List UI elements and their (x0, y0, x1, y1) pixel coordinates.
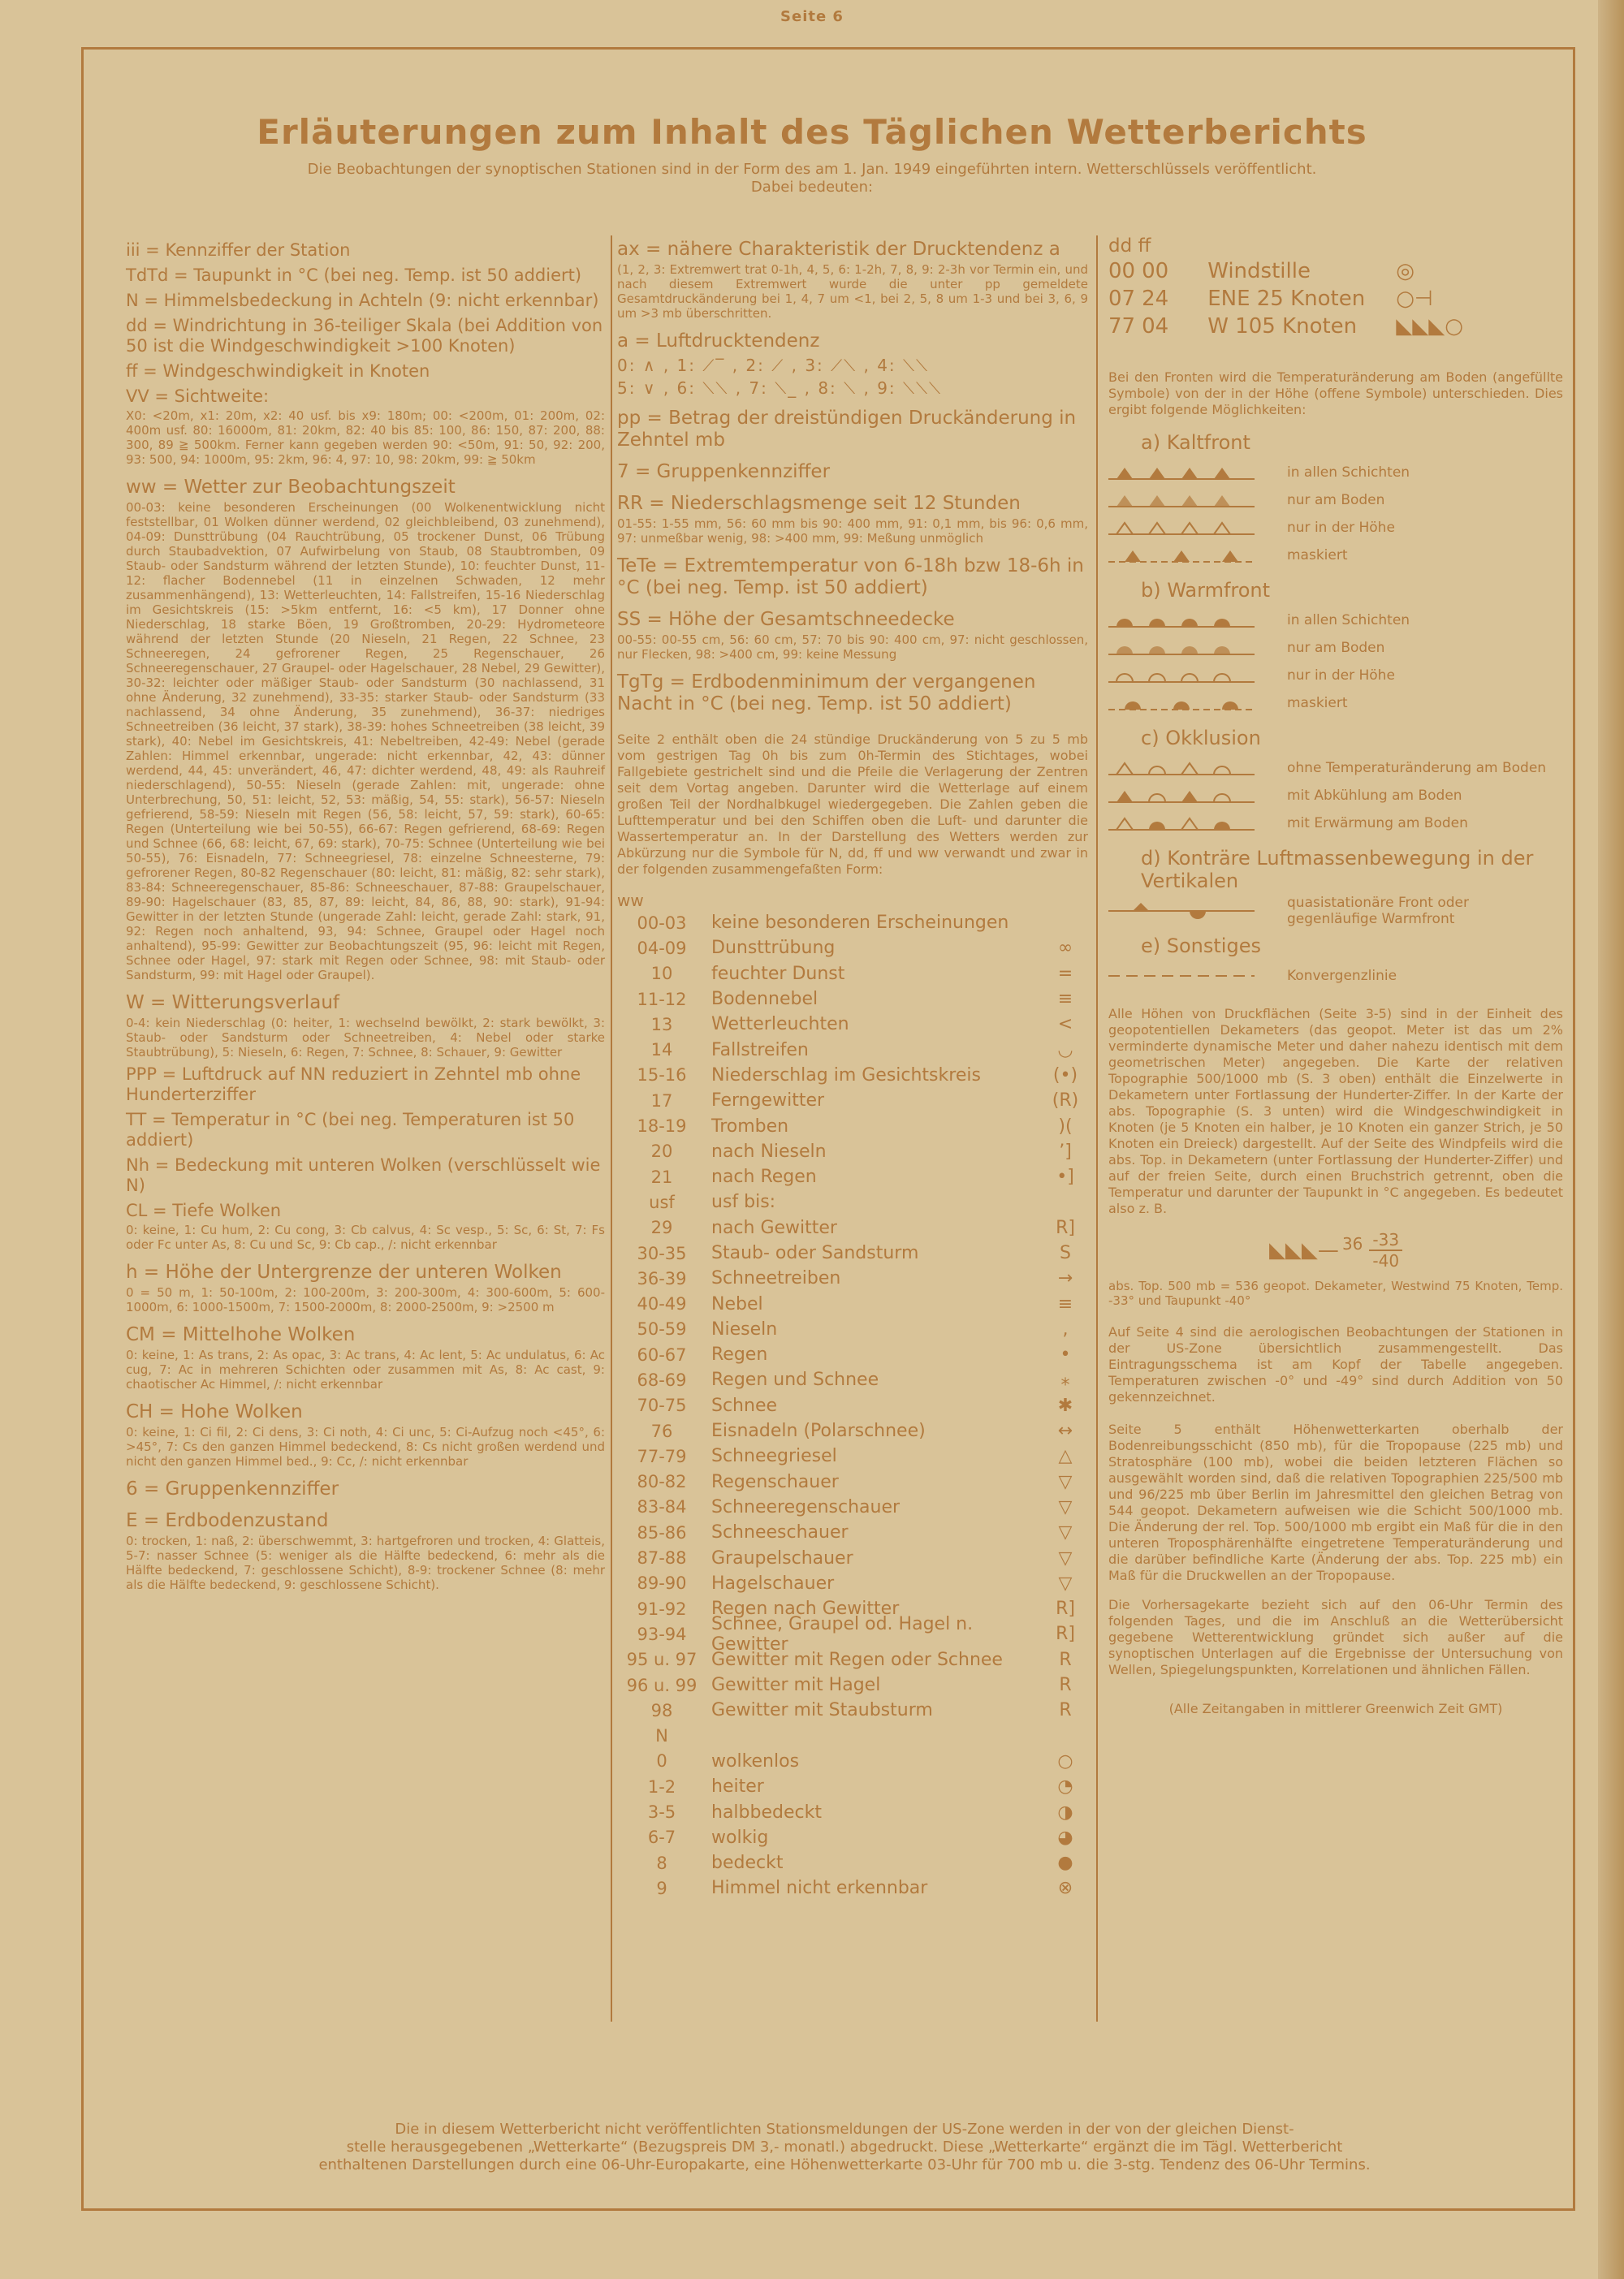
ddff-dd: 77 (1108, 314, 1136, 339)
ww-code: 8 (656, 1853, 667, 1873)
front-row (1108, 754, 1563, 782)
ww-row (617, 1113, 1088, 1138)
ww-code: 80-82 (637, 1472, 687, 1492)
ddff-ff: 04 (1142, 314, 1169, 339)
key-vv: VV = Sichtweite: (126, 386, 270, 406)
cold-front-filled-icon (1108, 463, 1255, 482)
front-label: nur in der Höhe (1287, 667, 1395, 684)
ww-symbol-icon: △ (1058, 1446, 1073, 1467)
seite5-text: Seite 5 enthält Höhenwetterkarten oberhalb der Bodenreibungsschicht (850 mb), für die Tropopause (225 mb) und Stratosphäre (100 mb), wobei die beiden letzteren Flächen so ausgewählt worden sind, daß die relativen Topographien 225/500 mb und 96/225 mb über Berlin im Jahresmittel den gleichen Betrag von 544 geopot. Dekametern aufweisen wie die Schicht 500/1000 mb. Die Änderung der rel. Top. 500/1000 mb ergibt ein Maß für die in den unteren Troposphärenhälfte eingetretene Temperaturänderung und die darüber befindliche Karte (Änderung der abs. Top. 225 mb) ein Maß für die Druckwellen an der Tropopause. (1108, 1422, 1563, 1583)
kaltfront-title: a) Kaltfront (1141, 431, 1250, 454)
front-label: mit Erwärmung am Boden (1287, 815, 1468, 831)
ddff-head: dd ff (1108, 235, 1151, 257)
ww-code: 87-88 (637, 1548, 687, 1569)
front-label: Konvergenzlinie (1287, 968, 1397, 984)
ww-symbol-icon: ↔ (1057, 1421, 1073, 1442)
page-gutter (1598, 0, 1624, 2279)
front-row (1108, 809, 1563, 837)
ww-label: Staub- oder Sandsturm (711, 1243, 919, 1263)
footer-note (268, 2121, 1421, 2174)
a-symbols-row-2: 5: ∨ , 6: ⟍⟍ , 7: ⟍_ , 8: ⟍ , 9: ⟍⟍⟍ (617, 378, 943, 398)
ww-code: 14 (650, 1040, 673, 1060)
W-title: W = Witterungsverlauf (126, 992, 340, 1013)
front-row (1108, 897, 1563, 925)
ww-label: Tromben (711, 1116, 789, 1137)
front-row (1108, 486, 1563, 514)
ww-symbol-icon: ▽ (1058, 1547, 1073, 1569)
key-nh: Nh = Bedeckung mit unteren Wolken (verschlüsselt wie N) (126, 1155, 601, 1195)
ww-row (617, 1215, 1088, 1241)
footer-line-1: Die in diesem Wetterbericht nicht veröffentlichten Stationsmeldungen der US-Zone werden in der von der gleichen Dienst- (395, 2121, 1294, 2138)
ww-symbol-icon: S (1060, 1243, 1071, 1263)
ww-row (617, 910, 1088, 935)
ww-label: Gewitter mit Staubsturm (711, 1700, 933, 1721)
ddff-table (1108, 257, 1470, 340)
pp-title: pp = Betrag der dreistündigen Druckänderung in Zehntel mb (617, 408, 1077, 451)
ww-row (617, 1825, 1088, 1850)
wind-pennant-icon: ◣◣◣— (1268, 1238, 1339, 1263)
ww-symbol-icon: ’] (1059, 1141, 1072, 1162)
front-label: nur am Boden (1287, 492, 1385, 508)
front-row (1108, 662, 1563, 689)
ww-label: Schneeregenschauer (711, 1496, 901, 1517)
example-temperature: -33 (1369, 1230, 1402, 1251)
subtitle-line-2: Dabei bedeuten: (750, 179, 874, 196)
page-title: Erläuterungen zum Inhalt des Täglichen Wetterberichts (257, 112, 1367, 152)
ww-label: bedeckt (711, 1853, 784, 1874)
ww-symbol-icon: )( (1058, 1116, 1073, 1137)
ww-row (617, 1673, 1088, 1698)
ww-label: Gewitter mit Hagel (711, 1675, 881, 1696)
ww-row (617, 1875, 1088, 1901)
ww-label: nach Nieseln (711, 1141, 827, 1162)
ww-symbol-icon: (R) (1052, 1090, 1079, 1111)
ww-code: 98 (650, 1700, 673, 1720)
warm-front-filled-icon (1108, 611, 1255, 630)
front-label: quasistationäre Front oder gegenläufige Warmfront (1287, 895, 1470, 927)
warm-front-open-icon (1108, 666, 1255, 685)
ww-title: ww = Wetter zur Beobachtungszeit (126, 477, 456, 498)
ww-code: usf (649, 1192, 675, 1212)
occlusion-cooling-icon (1108, 786, 1255, 805)
ww-label: Dunsttrübung (711, 938, 836, 959)
ww-symbol-icon: R (1059, 1649, 1072, 1670)
ww-code: 68-69 (637, 1370, 687, 1390)
front-label: in allen Schichten (1287, 464, 1410, 481)
ww-row (617, 1342, 1088, 1367)
ww-symbol-icon: ▽ (1058, 1471, 1073, 1492)
ww-label: Gewitter mit Regen oder Schnee (711, 1649, 1003, 1670)
occlusion-warming-icon (1108, 814, 1255, 833)
ww-label: Schneetreiben (711, 1268, 841, 1289)
W-text: 0-4: kein Niederschlag (0: heiter, 1: wechselnd bewölkt, 2: stark bewölkt, 3: Staub- oder Sandsturm oder Schneetreiben, 4: Nebel oder starke Staubtrübung), 5: Nieseln, 6: Regen, 7: Schnee, 8: Schauer, 9: Gewitter (126, 1016, 605, 1060)
a-symbols-row-1: 0: ∧ , 1: ⟋‾ , 2: ⟋ , 3: ⟋⟍ , 4: ⟍⟍ (617, 356, 930, 375)
ww-row (617, 1520, 1088, 1545)
ss-text: 00-55: 00-55 cm, 56: 60 cm, 57: 70 bis 90: 400 cm, 97: nicht geschlossen, nur Flecken, 98: >400 cm, 99: keine Messung (617, 632, 1088, 662)
ww-label: Regen (711, 1345, 768, 1366)
key-n: N = Himmelsbedeckung in Achteln (9: nicht erkennbar) (126, 291, 599, 310)
okklusion-title: c) Okklusion (1141, 727, 1261, 749)
ww-row (617, 1724, 1088, 1749)
seite4-text: Auf Seite 4 sind die aerologischen Beobachtungen der Stationen in der US-Zone übersichtlich zusammengestellt. Das Eintragungsschema ist am Kopf der Tabelle angegeben. Temperaturen zwischen -0° und -49° sind durch Addition von 50 gekennzeichnet. (1108, 1324, 1563, 1405)
ddff-ff: 00 (1142, 259, 1169, 283)
front-row (1108, 514, 1563, 542)
ww-code: 76 (650, 1421, 673, 1441)
ww-label: feuchter Dunst (711, 963, 845, 984)
ww-symbol-icon: ▽ (1058, 1573, 1073, 1594)
column-divider-right (1096, 235, 1098, 2022)
ww-code: 50-59 (637, 1319, 687, 1340)
ww-label: Schneegriesel (711, 1446, 837, 1467)
ww-symbol-icon: R] (1056, 1624, 1075, 1645)
ww-row (617, 1774, 1088, 1799)
ww-code: 70-75 (637, 1396, 687, 1416)
rr-title: RR = Niederschlagsmenge seit 12 Stunden (617, 493, 1021, 514)
ddff-desc: W 105 Knoten (1207, 314, 1358, 339)
ddff-dd: 00 (1108, 259, 1136, 283)
ww-code: 85-86 (637, 1522, 687, 1543)
front-label: mit Abkühlung am Boden (1287, 788, 1462, 804)
ww-symbol-icon: R] (1056, 1599, 1075, 1620)
ww-row (617, 1613, 1088, 1655)
warmfront-title: b) Warmfront (1141, 579, 1271, 602)
e-title: E = Erdbodenzustand (126, 1510, 329, 1531)
ww-symbol-icon: ∞ (1057, 938, 1073, 959)
e-text: 0: trocken, 1: naß, 2: überschwemmt, 3: hartgefroren und trocken, 4: Glatteis, 5-7: nasser Schnee (5: weniger als die Hälfte bedeckend, 6: mehr als die Hälfte bedeckend, 7: geschlossene Schicht), 8-9: trockener Schnee (8: mehr als die Hälfte bedeckend, 9: geschlossene Schicht). (126, 1534, 605, 1592)
kontraer-title: d) Konträre Luftmassenbewegung in der Vertikalen (1141, 847, 1534, 892)
cold-front-ground-icon (1108, 490, 1255, 510)
zeit-note: (Alle Zeitangaben in mittlerer Greenwich Zeit GMT) (1168, 1701, 1503, 1716)
sonstiges-title: e) Sonstiges (1141, 934, 1261, 957)
cold-front-open-icon (1108, 518, 1255, 537)
ww-symbol-icon: ▽ (1058, 1522, 1073, 1543)
ax-title: ax = nähere Charakteristik der Drucktendenz a (617, 239, 1060, 260)
vv-text: X0: <20m, x1: 20m, x2: 40 usf. bis x9: 180m; 00: <200m, 01: 200m, 02: 400m usf. 80: 16000m, 81: 20km, 82: 40 bis 85: 100, 86: 150, 87: 200, 88: 300, 89 ≧ 500km. Ferner kann gegeben werden 90: <50m, 91: 50, 92: 200, 93: 500, 94: 1000m, 95: 2km, 96: 4, 97: 10, 98: 20km, 99: ≧ 50km (126, 408, 605, 467)
ww-label: Niederschlag im Gesichtskreis (711, 1064, 981, 1086)
ww-symbol-icon: < (1057, 1014, 1073, 1035)
ww-label: Graupelschauer (711, 1547, 853, 1569)
ww-symbol-icon: ✱ (1057, 1395, 1073, 1416)
wind-example (1108, 1230, 1563, 1271)
occlusion-neutral-icon (1108, 758, 1255, 778)
ww-symbol-icon: = (1057, 963, 1073, 984)
front-row (1108, 689, 1563, 717)
ww-symbol-icon: ◕ (1057, 1827, 1073, 1848)
ww-row (617, 1063, 1088, 1088)
ww-code: 15-16 (637, 1065, 687, 1086)
ww-code: 00-03 (637, 913, 687, 933)
ww-label: halbbedeckt (711, 1802, 822, 1823)
ww-label: Schnee (711, 1395, 778, 1416)
cm-title: CM = Mittelhohe Wolken (126, 1324, 356, 1345)
ww-symbol-icon: ≡ (1057, 1293, 1073, 1314)
ww-row (617, 1698, 1088, 1723)
column-right (1108, 235, 1563, 1730)
convergence-line-icon (1108, 966, 1255, 986)
ww-label: Fallstreifen (711, 1039, 809, 1060)
ww-symbol-icon: (•) (1052, 1064, 1078, 1086)
ch-text: 0: keine, 1: Ci fil, 2: Ci dens, 3: Ci noth, 4: Ci unc, 5: Ci-Aufzug noch <45°, 6: >45°, 7: Cs den ganzen Himmel bedeckend, 8: Cs nicht großen werdend und nicht den ganzen Himmel bed., 9: Cc, /: nicht erkennbar (126, 1425, 605, 1469)
ww-code: 13 (650, 1014, 673, 1034)
subtitle-line-1: Die Beobachtungen der synoptischen Stationen sind in der Form des am 1. Jan. 1949 eingeführten intern. Wetterschlüssels veröffentlicht. (307, 161, 1317, 178)
ww-code: 0 (656, 1751, 667, 1772)
key-ppp: PPP = Luftdruck auf NN reduziert in Zehntel mb ohne Hunderterziffer (126, 1064, 581, 1104)
example-height: 36 (1341, 1234, 1363, 1254)
ww-symbol-icon: ⁎ (1060, 1370, 1070, 1391)
ww-row (617, 1647, 1088, 1673)
ddff-row (1108, 257, 1470, 285)
ww-code: 3-5 (647, 1802, 676, 1823)
example-caption: abs. Top. 500 mb = 536 geopot. Dekameter, Westwind 75 Knoten, Temp. -33° und Taupunkt -40° (1108, 1279, 1563, 1308)
key-ff: ff = Windgeschwindigkeit in Knoten (126, 361, 430, 381)
ww-code: N (655, 1726, 668, 1746)
ww-code: 18-19 (637, 1116, 687, 1137)
seven-title: 7 = Gruppenkennziffer (617, 461, 831, 482)
ww-label: usf bis: (711, 1192, 776, 1213)
ww-symbol-icon: → (1057, 1268, 1073, 1289)
warm-front-masked-icon (1108, 693, 1255, 713)
ww-symbol-icon: ⊗ (1057, 1878, 1073, 1899)
ww-row (617, 1495, 1088, 1520)
ww-code: 29 (650, 1218, 673, 1238)
ww-label: wolkenlos (711, 1750, 800, 1772)
ww-code: 95 u. 97 (626, 1650, 698, 1670)
ww-row (617, 1418, 1088, 1444)
ww-symbol-icon: ● (1057, 1853, 1073, 1874)
ww-row (617, 1012, 1088, 1037)
ww-symbol-icon: •] (1056, 1167, 1074, 1188)
ww-row (617, 961, 1088, 986)
example-dewpoint: -40 (1372, 1251, 1400, 1271)
hoehen-text: Alle Höhen von Druckflächen (Seite 3-5) sind in der Einheit des geopotentiellen Dekameters (das geopot. Meter ist das um 2% verminderte dynamische Meter und daher nahezu identisch mit dem geometrischen Meter) angegeben. Die Karte der relativen Topographie 500/1000 mb (S. 3 oben) enthält die Einzelwerte in Dekametern unter Fortlassung der Hunderter-Ziffer. In der Karte der abs. Topographie (S. 3 unten) wird die Windgeschwindigkeit in Knoten (je 5 Knoten ein halber, je 10 Knoten ein ganzer Strich, je 50 Knoten ein Dreieck) dargestellt. Auf der Seite des Windpfeils wird die abs. Top. in Dekametern (unter Fortlassung der Hunderter-Ziffer) und auf der freien Seite, durch einen Bruchstrich getrennt, oben die Temperatur und darunter der Taupunkt in °C angegeben. Es bedeutet also z. B. (1108, 1006, 1563, 1216)
ww-label: Hagelschauer (711, 1573, 835, 1594)
ww-row (617, 1241, 1088, 1266)
ww-code: 40-49 (637, 1294, 687, 1314)
windstille-icon: ◎ (1396, 259, 1415, 283)
ww-symbol-icon: , (1062, 1319, 1069, 1340)
ww-row (617, 1367, 1088, 1392)
ww-row (617, 1749, 1088, 1774)
front-row (1108, 962, 1563, 990)
ww-code: 83-84 (637, 1497, 687, 1517)
ww-code: 91-92 (637, 1599, 687, 1619)
ww-symbol-icon: R (1059, 1675, 1072, 1696)
key-tdtd: TdTd = Taupunkt in °C (bei neg. Temp. ist 50 addiert) (126, 265, 582, 285)
example-fraction (1369, 1230, 1402, 1271)
key-dd: dd = Windrichtung in 36-teiliger Skala (bei Addition von 50 ist die Windgeschwindigkeit >100 Knoten) (126, 316, 603, 356)
ww-label: Eisnadeln (Polarschnee) (711, 1421, 926, 1442)
footer-line-2: stelle herausgegebenen „Wetterkarte“ (Bezugspreis DM 3,- monatl.) abgedruckt. Diese „Wetterkarte“ ergänzt die im Tägl. Wetterbericht (346, 2139, 1343, 2156)
ss-title: SS = Höhe der Gesamtschneedecke (617, 609, 955, 630)
column-middle (617, 235, 1088, 1901)
ww-symbol-icon: ◑ (1057, 1802, 1073, 1823)
key-iii: iii = Kennziffer der Station (126, 240, 351, 260)
front-label: maskiert (1287, 695, 1348, 711)
ww-code: 11-12 (637, 989, 687, 1009)
a-title: a = Luftdrucktendenz (617, 330, 820, 352)
front-row (1108, 542, 1563, 569)
ww-text: 00-03: keine besonderen Erscheinungen (00 Wolkenentwicklung nicht feststellbar, 01 Wolken dünner werdend, 02 gleichbleibend, 03 zunehmend), 04-09: Dunsttrübung (04 Rauchtrübung, 05 trockener Dunst, 06 Trübung durch Staubadvektion, 07 Aufwirbelung von Staub, 08 Staubtromben, 09 Staub- oder Sandsturm während der letzten Stunde), 10: feuchter Dunst, 11-12: flacher Bodennebel (11 in einzelnen Schwaden, 12 mehr zusammenhängend), 13: Wetterleuchten, 14: Fallstreifen, 15-16 Niederschlag im Gesichtskreis (15: >5km entfernt, 16: <5 km), 17 Donner ohne Niederschlag, 18 starke Böen, 19 Großtromben, 20-29: Hydrometeore während der letzten Stunde (20 Nieseln, 21 Regen, 22 Schnee, 23 Schneeregen, 24 gefrorener Regen, 25 Regenschauer, 26 Schneeregenschauer, 27 Graupel- oder Hagelschauer, 28 Nebel, 29 Gewitter), 30-32: leichter oder mäßiger Staub- oder Sandsturm (30 nachlassend, 31 ohne Änderung, 32 zunehmend), 33-35: starker Staub- oder Sandsturm (33 nachlassend, 34 ohne Änderung, 35 zunehmend), 36-37: niedriges Schneetreiben (36 leicht, 37 stark), 38-39: hohes Schneetreiben (38 leicht, 39 stark), 40: Nebel im Gesichtskreis, 41: Nebeltreiben, 42-49: Nebel (gerade Zahlen: Himmel erkennbar, ungerade: nicht erkennbar, 42, 43: dünner werdend, 44, 45: unverändert, 46, 47: dichter werdend, 48, 49: als Rauhreif niederschlagend), 50-55: Nieseln (gerade Zahlen: mit, ungerade: ohne Unterbrechung, 50, 51: leicht, 52, 53: mäßig, 54, 55: stark), 56-57: Nieseln gefrierend, 58-59: Nieseln mit Regen (56, 58: leicht, 57, 59: stark), 60-65: Regen (Unterteilung wie bei 50-55), 66-67: Regen gefrierend, 68-69: Regen und Schnee (66, 68: leicht, 67, 69: stark), 70-75: Schnee (Unterteilung wie bei 50-55), 76: Eisnadeln, 77: Schneegriesel, 78: einzelne Schneesterne, 79: gefrorener Regen, 80-82 Regenschauer (80: leicht, 81: mäßig, 82: sehr stark), 83-84: Schneeregenschauer, 85-86: Schneeschauer, 87-88: Graupelschauer, 89-90: Hagelschauer (83, 85, 87, 89: leicht, 84, 86, 88, 90: stark), 91-94: Gewitter in der letzten Stunde (ungerade Zahl: leicht, gerade Zahl: stark, 91, 92: Regen noch anhaltend, 93, 94: Schnee, Graupel oder Hagel noch anhaltend), 95-99: Gewitter zur Beobachtungszeit (95, 96: leicht mit Regen, Schnee oder Hagel, 97: stark mit Regen oder Schnee, 98: mit Staub- oder Sandsturm, 99: mit Hagel oder Graupel). (126, 500, 605, 982)
ww-symbol-icon: ◔ (1057, 1776, 1073, 1798)
page-subtitle (0, 161, 1624, 196)
ww-row (617, 1545, 1088, 1570)
column-divider-left (611, 235, 612, 2022)
ww-row (617, 1139, 1088, 1164)
ww-label: Nebel (711, 1293, 763, 1314)
ww-code: 9 (656, 1878, 667, 1898)
ww-label: Ferngewitter (711, 1090, 825, 1111)
front-label: nur am Boden (1287, 640, 1385, 656)
ax-text: (1, 2, 3: Extremwert trat 0-1h, 4, 5, 6: 1-2h, 7, 8, 9: 2-3h vor Termin ein, und nach diesem Extremwert wurde die unter pp gemeldete Gesamtdruckänderung bei 1, 4, 7 um <1, bei 2, 5, 8 um 1-3 und bei 3, 6, 9 um >3 mb überschritten. (617, 262, 1088, 321)
ww-row (617, 1189, 1088, 1215)
ddff-desc: ENE 25 Knoten (1207, 287, 1366, 311)
ww-code: 89-90 (637, 1573, 687, 1594)
ww-row (617, 1850, 1088, 1875)
ww-code: 21 (650, 1167, 673, 1187)
front-label: ohne Temperaturänderung am Boden (1287, 760, 1547, 776)
front-row (1108, 782, 1563, 809)
ww-code: 04-09 (637, 938, 687, 958)
front-label: in allen Schichten (1287, 612, 1410, 628)
ww-label: Regen nach Gewitter (711, 1599, 900, 1620)
ww-row (617, 1444, 1088, 1469)
ww-code: 1-2 (647, 1776, 676, 1797)
ww-label: Wetterleuchten (711, 1014, 849, 1035)
tete-title: TeTe = Extremtemperatur von 6-18h bzw 18-6h in °C (bei neg. Temp. ist 50 addiert) (617, 555, 1084, 598)
ww-symbol-icon: • (1060, 1345, 1071, 1366)
ww-row (617, 1291, 1088, 1316)
ww-code: 10 (650, 964, 673, 984)
ww-symbol-icon: R (1059, 1700, 1072, 1721)
front-label: nur in der Höhe (1287, 520, 1395, 536)
ww-code: 96 u. 99 (626, 1675, 698, 1695)
vorhersage-text: Die Vorhersagekarte bezieht sich auf den 06-Uhr Termin des folgenden Tages, und die im Anschluß an die Wetterübersicht gegebene Wetterentwicklung gründet sich außer auf die synoptischen Unterlagen auf die Ergebnisse der Untersuchung von Wellen, Spiegelungspunkten, Korrelationen und ähnlichen Fällen. (1108, 1597, 1563, 1677)
footer-line-3: enthaltenen Darstellungen durch eine 06-Uhr-Europakarte, eine Höhenwetterkarte 03-Uhr für 700 mb u. die 3-stg. Tendenz des 06-Uhr Termins. (318, 2156, 1371, 2173)
ww-row (617, 1317, 1088, 1342)
wind-pennant-icon: ◣◣◣○ (1396, 314, 1463, 339)
ww-code: 60-67 (637, 1345, 687, 1365)
ww-label: Himmel nicht erkennbar (711, 1878, 928, 1899)
six-title: 6 = Gruppenkennziffer (126, 1478, 339, 1500)
ddff-row (1108, 313, 1470, 340)
ww-row (617, 1393, 1088, 1418)
ww-label: Schneeschauer (711, 1522, 849, 1543)
front-row (1108, 634, 1563, 662)
ww-symbol-icon: ▽ (1058, 1496, 1073, 1517)
ww-row (617, 1037, 1088, 1062)
key-cl: CL = Tiefe Wolken (126, 1201, 282, 1220)
ww-symbol-icon: ○ (1057, 1750, 1073, 1772)
ww-row (617, 1266, 1088, 1291)
page-number: Seite 6 (780, 8, 844, 25)
ww-row (617, 986, 1088, 1012)
ddff-dd: 07 (1108, 287, 1136, 311)
ddff-desc: Windstille (1207, 259, 1311, 283)
wind-barb-icon: ○⊣ (1396, 287, 1433, 311)
h-title: h = Höhe der Untergrenze der unteren Wolken (126, 1262, 562, 1283)
ww-row (617, 935, 1088, 960)
h-text: 0 = 50 m, 1: 50-100m, 2: 100-200m, 3: 200-300m, 4: 300-600m, 5: 600-1000m, 6: 1000-1500m, 7: 1500-2000m, 8: 2000-2500m, 9: >2500 m (126, 1285, 605, 1314)
cold-front-masked-icon (1108, 546, 1255, 565)
ch-title: CH = Hohe Wolken (126, 1401, 303, 1422)
ww-row (617, 1164, 1088, 1189)
ww-label: Schnee, Graupel od. Hagel n. Gewitter (711, 1613, 974, 1655)
ww-label: nach Gewitter (711, 1217, 837, 1238)
ww-row (617, 1571, 1088, 1596)
ww-label: Regen und Schnee (711, 1370, 879, 1391)
fronts-intro: Bei den Fronten wird die Temperaturänderung am Boden (angefüllte Symbole) von der in der Höhe (offene Symbole) unterschieden. Dies ergibt folgende Möglichkeiten: (1108, 369, 1563, 417)
front-label: maskiert (1287, 547, 1348, 563)
rr-text: 01-55: 1-55 mm, 56: 60 mm bis 90: 400 mm, 91: 0,1 mm, bis 96: 0,6 mm, 97: unmeßbar wenig, 98: >400 mm, 99: Meßung unmöglich (617, 516, 1088, 546)
ww-label: heiter (711, 1776, 764, 1798)
ww-label: Bodennebel (711, 989, 818, 1010)
ddff-row (1108, 285, 1470, 313)
ww-code: 77-79 (637, 1446, 687, 1466)
cm-text: 0: keine, 1: As trans, 2: As opac, 3: Ac trans, 4: Ac lent, 5: Ac undulatus, 6: Ac cug, 7: Ac in mehreren Schichten oder zusammen mit As, 8: Ac cast, 9: chaotischer Ac Himmel, /: nicht erkennbar (126, 1348, 605, 1392)
ww-label: Nieseln (711, 1319, 778, 1340)
warm-front-ground-icon (1108, 638, 1255, 658)
ww-row (617, 1088, 1088, 1113)
ww-label: nach Regen (711, 1167, 817, 1188)
ww-table-head: ww (617, 891, 644, 910)
front-row (1108, 606, 1563, 634)
ddff-ff: 24 (1142, 287, 1169, 311)
ww-code: 36-39 (637, 1268, 687, 1288)
ww-label: Regenschauer (711, 1471, 839, 1492)
ww-label: keine besonderen Erscheinungen (711, 913, 1009, 934)
key-tt: TT = Temperatur in °C (bei neg. Temperaturen ist 50 addiert) (126, 1110, 575, 1150)
stationary-front-icon (1108, 901, 1255, 921)
column-left (126, 235, 605, 1594)
ww-symbol-icon: ◡ (1057, 1039, 1073, 1060)
ww-code: 93-94 (637, 1624, 687, 1644)
ww-row (617, 1799, 1088, 1824)
ww-label: wolkig (711, 1827, 769, 1848)
cl-text: 0: keine, 1: Cu hum, 2: Cu cong, 3: Cb calvus, 4: Sc vesp., 5: Sc, 6: St, 7: Fs oder Fc unter As, 8: Cu und Sc, 9: Cb cap., /: nicht erkennbar (126, 1223, 605, 1252)
seite2-text: Seite 2 enthält oben die 24 stündige Druckänderung von 5 zu 5 mb vom gestrigen Tag 0h bis zum 0h-Termin des Stichtages, wobei Fallgebiete gestrichelt sind und die Pfeile die Verlagerung der Zentren seit dem Vortag angeben. Darunter wird die Wetterlage auf einem großen Teil der Nordhalbkugel wiedergegeben. Die Zahlen geben die Lufttemperatur und bei den Schiffen oben die Luft- und darunter die Wassertemperatur an. In der Darstellung des Wetters werden zur Abkürzung nur die Symbole für N, dd, ff und ww verwandt und zwar in der folgenden zusammengefaßten Form: (617, 732, 1088, 877)
tgtg-title: TgTg = Erdbodenminimum der vergangenen Nacht in °C (bei neg. Temp. ist 50 addiert) (617, 671, 1036, 714)
ww-symbol-icon: R] (1056, 1217, 1075, 1238)
ww-code: 6-7 (647, 1828, 676, 1848)
ww-code: 30-35 (637, 1243, 687, 1263)
ww-symbol-icon: ≡ (1057, 989, 1073, 1010)
ww-row (617, 1470, 1088, 1495)
ww-table (617, 910, 1088, 1901)
ww-code: 17 (650, 1090, 673, 1111)
ww-code: 20 (650, 1142, 673, 1162)
front-row (1108, 459, 1563, 486)
